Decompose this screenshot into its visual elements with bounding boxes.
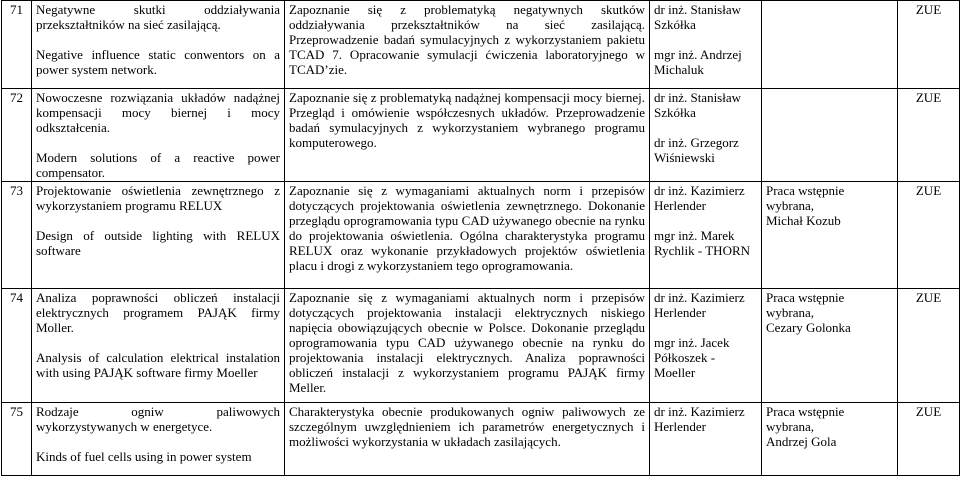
spacer (654, 320, 757, 335)
supervisor-name: dr inż. Stanisław Szkółka (654, 2, 742, 32)
topic-polish: Projektowanie oświetlenia zewnętrznego z wykorzystaniem programu RELUX (36, 183, 280, 213)
student-line: Praca wstępnie (766, 183, 845, 198)
spacer (654, 32, 757, 47)
student-cell (762, 403, 898, 476)
row-number-cell (2, 1, 32, 89)
supervisor-name: mgr inż. Jacek Półkoszek - Moeller (654, 335, 730, 380)
table-row (2, 289, 960, 403)
student-cell (762, 1, 898, 89)
description-cell (285, 182, 650, 289)
supervisor-name: dr inż. Kazimierz Herlender (654, 183, 745, 213)
topic-cell (32, 182, 285, 289)
unit-cell (898, 403, 960, 476)
supervisor-name: dr inż. Grzegorz Wiśniewski (654, 135, 739, 165)
description-cell (285, 89, 650, 182)
topic-cell (32, 1, 285, 89)
supervisor-name: mgr inż. Andrzej Michaluk (654, 47, 742, 77)
supervisors-cell (650, 89, 762, 182)
description-cell (285, 289, 650, 403)
spacer (654, 213, 757, 228)
row-number: 74 (10, 290, 23, 305)
student-cell (762, 182, 898, 289)
row-number-cell (2, 289, 32, 403)
student-line: wybrana, (766, 198, 815, 213)
row-number: 75 (10, 404, 23, 419)
student-line: Andrzej Gola (766, 434, 837, 449)
supervisors-cell (650, 403, 762, 476)
description-text: Zapoznanie się z problematyką nadążnej kompensacji mocy biernej. Przegląd i omówienie współczesnych układów. Przeprowadzenie badań symulacyjnych z wykorzystaniem wybranego programu komputerowego. (289, 90, 645, 150)
student-line: Praca wstępnie (766, 290, 845, 305)
row-number: 73 (10, 183, 23, 198)
table-row (2, 89, 960, 182)
unit-code: ZUE (915, 183, 942, 198)
supervisor-name: dr inż. Kazimierz Herlender (654, 404, 745, 434)
unit-cell (898, 89, 960, 182)
student-cell (762, 289, 898, 403)
row-number-cell (2, 89, 32, 182)
unit-code: ZUE (915, 404, 942, 419)
unit-cell (898, 182, 960, 289)
thesis-topics-table (1, 0, 960, 476)
description-cell (285, 1, 650, 89)
topic-english: Negative influence static conwentors on a power system network. (36, 47, 280, 77)
supervisor-name: dr inż. Kazimierz Herlender (654, 290, 745, 320)
row-number-cell (2, 403, 32, 476)
topic-cell (32, 89, 285, 182)
topic-cell (32, 289, 285, 403)
unit-code: ZUE (915, 90, 942, 105)
topic-english: Modern solutions of a reactive power compensator. (36, 150, 280, 180)
supervisors-cell (650, 182, 762, 289)
unit-cell (898, 289, 960, 403)
student-line: Praca wstępnie (766, 404, 845, 419)
student-line: Michał Kozub (766, 213, 841, 228)
spacer (654, 120, 757, 135)
description-text: Charakterystyka obecnie produkowanych ogniw paliwowych ze szczególnym uwzględnieniem ich parametrów energetycznych i możliwości wykorzystania w układach zasilających. (289, 404, 645, 449)
unit-cell (898, 1, 960, 89)
topic-english: Design of outside lighting with RELUX software (36, 228, 280, 258)
supervisors-cell (650, 1, 762, 89)
description-cell (285, 403, 650, 476)
topic-english: Kinds of fuel cells using in power system (36, 449, 252, 464)
student-line: wybrana, (766, 305, 815, 320)
topic-cell (32, 403, 285, 476)
description-text: Zapoznanie się z wymaganiami aktualnych norm i przepisów dotyczących projektowania oświetlenia zewnętrznego. Dokonanie przeglądu oprogramowania typu CAD używanego obecnie na rynku do projektowania oświetlenia. Ogólna charakterystyka programu RELUX oraz wykonanie przykładowych projektów oświetlenia placu i drogi z wykorzystaniem tego oprogramowania. (289, 183, 645, 273)
topic-polish: Negatywne skutki oddziaływania przekształtników na sieć zasilającą. (36, 2, 280, 32)
student-line: Cezary Golonka (766, 320, 851, 335)
student-line: wybrana, (766, 419, 815, 434)
unit-code: ZUE (915, 290, 942, 305)
description-text: Zapoznanie się z wymaganiami aktualnych norm i przepisów dotyczących projektowania instalacji elektrycznych niskiego napięcia obowiązujących obecnie w Polsce. Dokonanie przeglądu oprogramowania typu CAD używanego obecnie na rynku do projektowania instalacji elektrycznych. Analiza poprawności obliczeń instalacji z wykorzystaniem programu PAJĄK firmy Meller. (289, 290, 645, 395)
supervisors-cell (650, 289, 762, 403)
topic-polish: Nowoczesne rozwiązania układów nadążnej kompensacji mocy biernej i mocy odkształcenia. (36, 90, 280, 135)
supervisor-name: dr inż. Stanisław Szkółka (654, 90, 742, 120)
student-cell (762, 89, 898, 182)
table-row (2, 182, 960, 289)
topic-english: Analysis of calculation elektrical instalation with using PAJĄK software firmy Moeller (36, 350, 280, 380)
table-row (2, 403, 960, 476)
table-row (2, 1, 960, 89)
row-number: 72 (10, 90, 23, 105)
supervisor-name: mgr inż. Marek Rychlik - THORN (654, 228, 751, 258)
topic-polish: Rodzaje ogniw paliwowych wykorzystywanych w energetyce. (36, 404, 280, 434)
topic-polish: Analiza poprawności obliczeń instalacji elektrycznych programem PAJĄK firmy Moller. (36, 290, 280, 335)
row-number: 71 (10, 2, 23, 17)
row-number-cell (2, 182, 32, 289)
description-text: Zapoznanie się z problematyką negatywnych skutków oddziaływania przekształtników na sieć zasilającą. Przeprowadzenie badań symulacyjnych z wykorzystaniem pakietu TCAD 7. Opracowanie symulacji ćwiczenia laboratoryjnego w TCAD’zie. (289, 2, 645, 77)
unit-code: ZUE (915, 2, 942, 17)
